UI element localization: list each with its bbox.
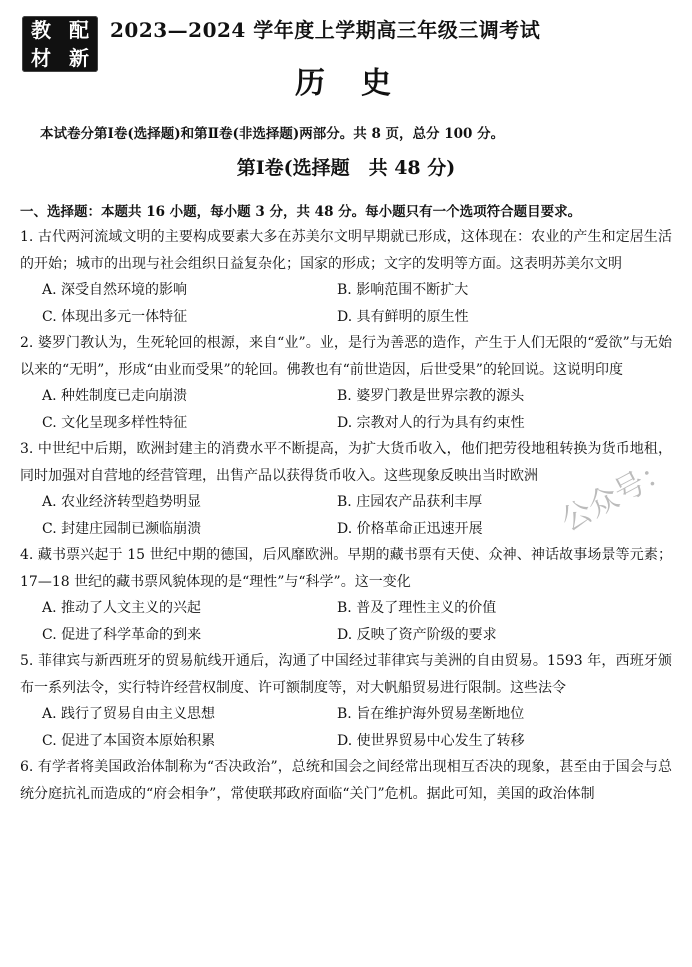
option-d: D. 宗教对人的行为具有约束性 — [337, 414, 525, 431]
question — [20, 330, 672, 436]
question-options — [20, 595, 672, 648]
question — [20, 754, 672, 807]
option-d: D. 使世界贸易中心发生了转移 — [337, 732, 525, 749]
option-a: A. 践行了贸易自由主义思想 — [42, 706, 216, 722]
option-c: C. 促进了科学革命的到来 — [42, 626, 202, 643]
logo-char: 配 — [69, 18, 89, 42]
question-stem: 4. 藏书票兴起于 15 世纪中期的德国，后风靡欧洲。早期的藏书票有天使、众神、神话故事场景等元素；17—18 世纪的藏书票风貌体现的是“理性”与“科学”。这一变化 — [20, 547, 672, 590]
option-c: C. 促进了本国资本原始积累 — [42, 732, 216, 749]
question — [20, 224, 672, 330]
question-options — [20, 701, 672, 754]
option-b: B. 旨在维护海外贸易垄断地位 — [337, 706, 525, 722]
exam-note: 本试卷分第Ⅰ卷(选择题)和第Ⅱ卷(非选择题)两部分。共 8 页，总分 100 分。 — [40, 126, 505, 142]
option-c: C. 体现出多元一体特征 — [42, 308, 188, 325]
option-a: A. 深受自然环境的影响 — [42, 282, 188, 298]
exam-title: 2023—2024 学年度上学期高三年级三调考试 — [110, 18, 541, 42]
option-c: C. 文化呈现多样性特征 — [42, 414, 188, 431]
option-d: D. 具有鲜明的原生性 — [337, 308, 469, 325]
question-stem: 2. 婆罗门教认为，生死轮回的根源，来自“业”。业，是行为善恶的造作，产生于人们无限的“爱欲”与无始以来的“无明”，形成“由业而受果”的轮回。佛教也有“前世造因，后世受果”的轮回说。这说明印度 — [20, 335, 672, 378]
question-stem: 3. 中世纪中后期，欧洲封建主的消费水平不断提高，为扩大货币收入，他们把劳役地租转换为货币地租，同时加强对自营地的经营管理，出售产品以获得货币收入。这些现象反映出当时欧洲 — [20, 441, 672, 484]
option-a: A. 种姓制度已走向崩溃 — [42, 388, 188, 404]
logo-char: 材 — [31, 46, 51, 70]
question — [20, 542, 672, 648]
option-c: C. 封建庄园制已濒临崩溃 — [42, 520, 202, 537]
logo-char: 新 — [69, 46, 89, 70]
question-options — [20, 277, 672, 330]
option-b: B. 婆罗门教是世界宗教的源头 — [337, 388, 525, 404]
option-d: D. 反映了资产阶级的要求 — [337, 626, 497, 643]
option-a: A. 推动了人文主义的兴起 — [42, 600, 202, 616]
option-a: A. 农业经济转型趋势明显 — [42, 494, 202, 510]
question-options — [20, 383, 672, 436]
question-stem: 6. 有学者将美国政治体制称为“否决政治”，总统和国会之间经常出现相互否决的现象，甚至由于国会与总统分庭抗礼而造成的“府会相争”，常使联邦政府面临“关门”危机。据此可知，美国的政治体制 — [20, 759, 672, 802]
option-b: B. 庄园农产品获利丰厚 — [337, 494, 483, 510]
option-b: B. 普及了理性主义的价值 — [337, 600, 497, 616]
section-title: 第Ⅰ卷(选择题 共 48 分) — [236, 157, 456, 179]
question — [20, 648, 672, 754]
subject-title: 历史 — [295, 66, 427, 101]
section-instruction: 一、选择题：本题共 16 小题，每小题 3 分，共 48 分。每小题只有一个选项符合题目要求。 — [20, 204, 582, 220]
question-stem: 5. 菲律宾与新西班牙的贸易航线开通后，沟通了中国经过菲律宾与美洲的自由贸易。1593 年，西班牙颁布一系列法令，实行特许经营权制度、许可额制度等，对大帆船贸易进行限制。这些法令 — [20, 653, 672, 696]
logo-char: 教 — [31, 18, 51, 42]
question-stem: 1. 古代两河流域文明的主要构成要素大多在苏美尔文明早期就已形成，这体现在：农业的产生和定居生活的开始；城市的出现与社会组织日益复杂化；国家的形成；文字的发明等方面。这表明苏美尔文明 — [20, 229, 672, 272]
option-d: D. 价格革命正迅速开展 — [337, 520, 483, 537]
watermark: 公众号： — [555, 451, 678, 539]
option-b: B. 影响范围不断扩大 — [337, 282, 469, 298]
